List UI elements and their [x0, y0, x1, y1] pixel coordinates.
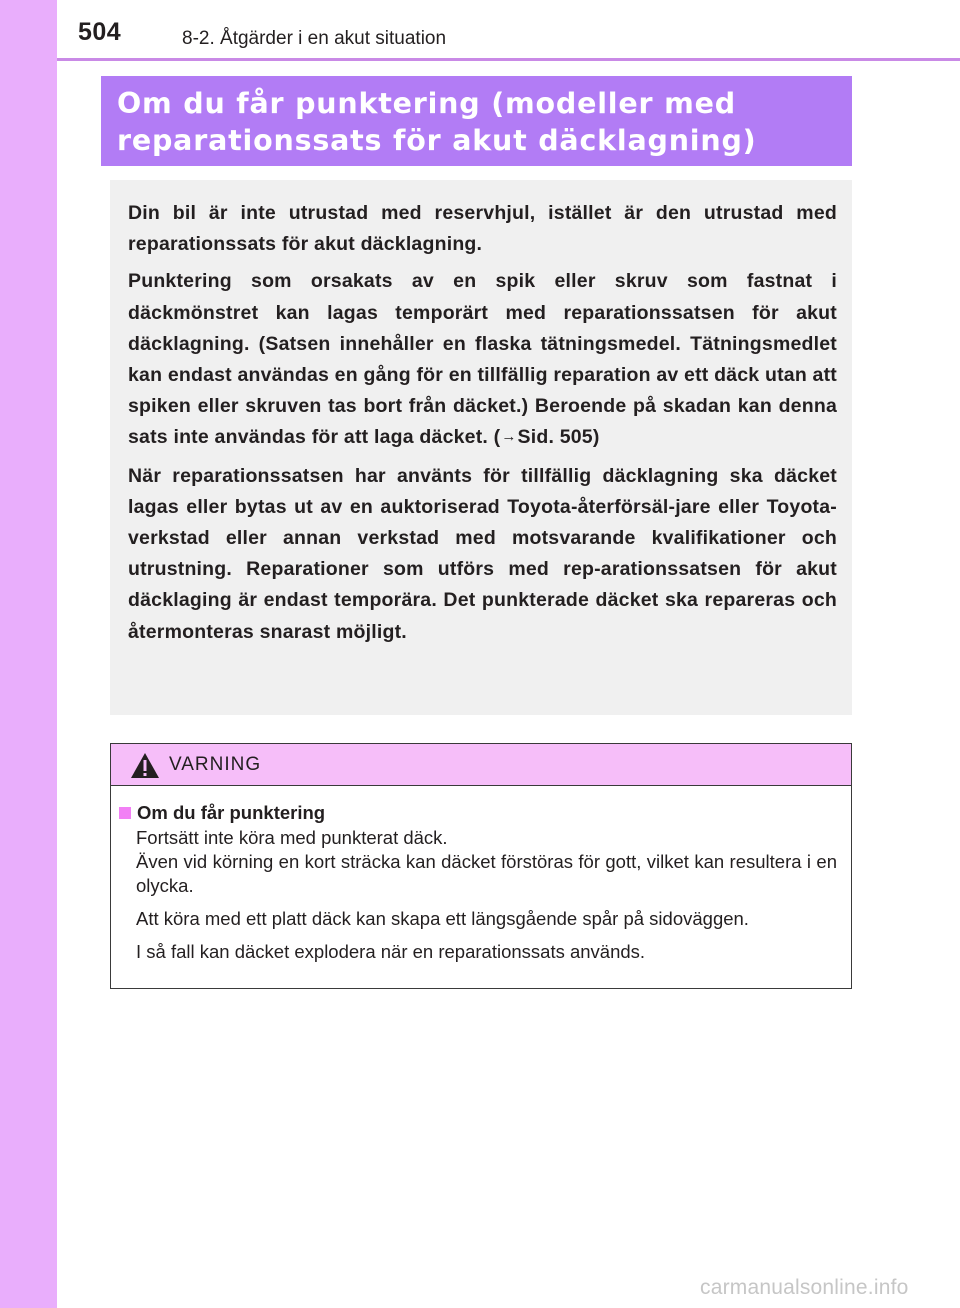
- warning-box: [110, 743, 852, 989]
- warning-body: [111, 786, 851, 964]
- section-label: 8-2. Åtgärder i en akut situation: [182, 28, 447, 49]
- warning-line-3: Att köra med ett platt däck kan skapa ett längsgående spår på sidoväggen.: [136, 908, 749, 929]
- intro-paragraph-2-text: Punktering som orsakats av en spik eller skruv som fastnat i däckmönstret kan lagas temporärt med reparationssatsen för akut däcklagning. (Satsen innehåller en flaska tätningsmedel. Tätningsmedlet kan endast användas en gång för en tillfällig reparation av ett däck utan att spiken eller skruven tas bort från däcket.) Beroende på skadan kan denna sats inte användas för att laga däcket. (: [128, 270, 837, 449]
- warning-triangle-icon: [130, 752, 160, 779]
- page-reference-link[interactable]: Sid. 505: [517, 426, 593, 449]
- warning-heading: [119, 801, 837, 825]
- watermark: carmanualsonline.info: [700, 1276, 909, 1299]
- pink-square-bullet-icon: [119, 807, 131, 819]
- section-title: Om du får punktering (modeller med reparationssats för akut däcklagning): [117, 87, 757, 157]
- warning-line-4: I så fall kan däcket explodera när en reparationssats används.: [136, 941, 646, 962]
- warning-line-2: Även vid körning en kort sträcka kan däcket förstöras för gott, vilket kan resultera i en olycka.: [136, 851, 837, 896]
- intro-paragraph-2-end: ): [592, 426, 600, 449]
- warning-line-1: Fortsätt inte köra med punkterat däck.: [136, 827, 448, 848]
- warning-heading-text: Om du får punktering: [137, 802, 326, 823]
- warning-header: [111, 744, 851, 786]
- intro-paragraph-1: Din bil är inte utrustad med reservhjul, istället är den utrustad med reparationssats för akut däcklagning.: [128, 202, 837, 256]
- page-number: 504: [78, 18, 122, 46]
- intro-paragraph-2: [128, 266, 837, 454]
- intro-paragraph-3: När reparationssatsen har använts för tillfällig däcklagning ska däcket lagas eller bytas ut av en auktoriserad Toyota-återförsäl-jare eller Toyota-verkstad eller annan verkstad med motsvarande kvalifikationer och utrustning. Reparationer som utförs med rep-arationssatsen för akut däcklaging är endast temporära. Det punkterade däcket ska repareras och återmonteras snarast möjligt.: [128, 464, 837, 643]
- section-title-banner: [101, 76, 852, 166]
- chapter-sidebar-tab: [0, 0, 57, 1308]
- header-divider: [57, 58, 960, 61]
- intro-box: [110, 180, 852, 715]
- arrow-right-icon: →: [501, 428, 517, 446]
- warning-label: VARNING: [169, 754, 262, 775]
